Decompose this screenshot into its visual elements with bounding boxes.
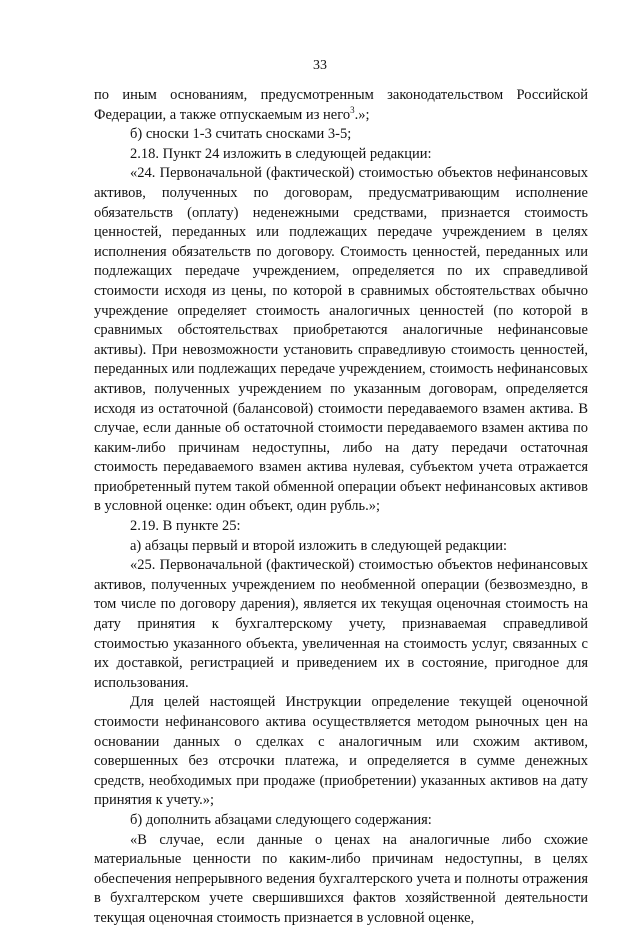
- paragraph: «25. Первоначальной (фактической) стоимостью объектов нефинансовых активов, полученных учреждением по необменной операции (безвозмездно, в том числе по договору дарения), является их текущая оценочная стоимость на дату принятия к бухгалтерскому учету, признаваемая справедливой стоимостью указанного объекта, увеличенная на стоимость услуг, связанных с их доставкой, регистрацией и приведением их в состояние, пригодное для использования.: [94, 557, 588, 691]
- paragraph: б) дополнить абзацами следующего содержания:: [130, 811, 432, 828]
- paragraph: 2.18. Пункт 24 изложить в следующей редакции:: [130, 145, 432, 162]
- paragraph: Для целей настоящей Инструкции определение текущей оценочной стоимости нефинансового актива осуществляется методом рыночных цен на основании данных о сделках с аналогичным или схожим активом, совершенных без отсрочки платежа, и определяется в сумме денежных средств, необходимых при продаже (приобретении) указанных активов на дату принятия к учету.»;: [94, 694, 588, 809]
- paragraph: «24. Первоначальной (фактической) стоимостью объектов нефинансовых активов, полученных по договорам, предусматривающим исполнение обязательств (оплату) неденежными средствами, признается стоимость ценностей, переданных или подлежащих передаче учреждением в целях исполнения обязательств по договору. Стоимость ценностей, переданных или подлежащих передаче учреждением, определяется по их справедливой стоимости исходя из цены, по которой в сравнимых обстоятельствах обычно учреждение определяет стоимость аналогичных ценностей (по которой в сравнимых обстоятельствах приобретаются аналогичные нефинансовые активы). При невозможности установить справедливую стоимость ценностей, переданных или подлежащих передаче учреждением, стоимость нефинансовых активов, полученных учреждением по указанным договорам, определяется исходя из остаточной (балансовой) стоимости передаваемого взамен актива. В случае, если данные об остаточной стоимости передаваемого взамен актива по каким-либо причинам недоступны, либо на дату передачи остаточная стоимость передаваемого взамен актива нулевая, субъектом учета отражается приобретенный путем такой обменной операции объект нефинансовых активов в условной оценке: один объект, один рубль.»;: [94, 165, 588, 515]
- paragraph-text-end: .»;: [354, 106, 370, 123]
- paragraph-text: по иным основаниям, предусмотренным законодательством Российской Федерации, а также отпускаемым из него: [94, 87, 588, 123]
- footnote-ref: 3: [350, 104, 355, 115]
- paragraph: 2.19. В пункте 25:: [130, 518, 241, 535]
- paragraph: а) абзацы первый и второй изложить в следующей редакции:: [130, 537, 508, 554]
- page-number: 33: [313, 58, 327, 73]
- paragraph-continuation: [94, 86, 588, 125]
- document-body: [94, 86, 588, 929]
- paragraph: б) сноски 1-3 считать сносками 3-5;: [130, 126, 352, 143]
- paragraph: «В случае, если данные о ценах на аналогичные либо схожие материальные ценности по каким-либо причинам недоступны, в целях обеспечения непрерывного ведения бухгалтерского учета и полноты отражения в бухгалтерском учете свершившихся фактов хозяйственной деятельности текущая оценочная стоимость признается в условной оценке,: [94, 831, 588, 926]
